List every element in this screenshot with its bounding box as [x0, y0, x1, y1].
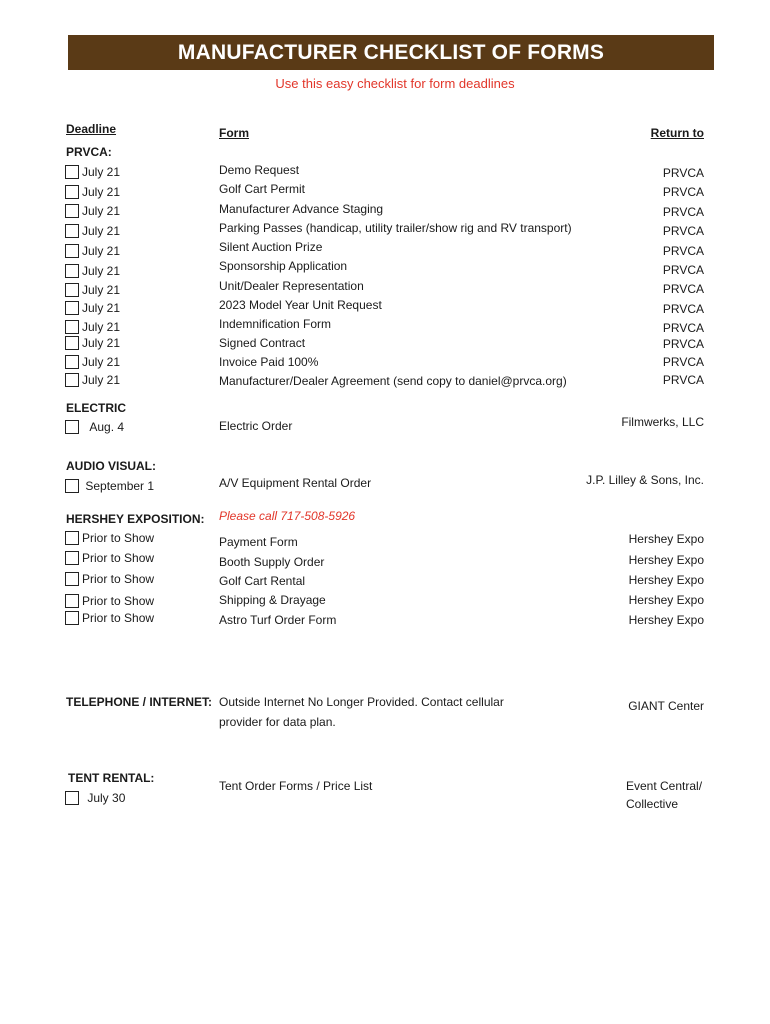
- deadline-text: July 21: [82, 372, 121, 387]
- section-prvca-label: PRVCA:: [66, 145, 112, 159]
- checkbox[interactable]: [65, 224, 79, 238]
- checklist-item: [65, 592, 154, 610]
- deadline-text: July 21: [82, 164, 121, 179]
- section-electric-label: ELECTRIC: [66, 401, 126, 415]
- return-to: PRVCA: [662, 337, 704, 351]
- checklist-item: [65, 418, 124, 436]
- form-name: Invoice Paid 100%: [219, 355, 319, 369]
- deadline-text: July 21: [82, 263, 121, 278]
- section-telephone-label: TELEPHONE / INTERNET:: [66, 695, 213, 709]
- checklist-item: [65, 299, 120, 317]
- checklist-item: [65, 529, 154, 547]
- return-to: Hershey Expo: [628, 532, 704, 546]
- form-name: 2023 Model Year Unit Request: [219, 298, 382, 312]
- checkbox[interactable]: [65, 244, 79, 258]
- checklist-item: [65, 281, 120, 299]
- form-name: A/V Equipment Rental Order: [219, 476, 372, 490]
- form-name: Manufacturer/Dealer Agreement (send copy to daniel@prvca.org): [219, 374, 567, 388]
- checkbox[interactable]: [65, 594, 79, 608]
- checkbox[interactable]: [65, 301, 79, 315]
- deadline-text: Prior to Show: [82, 550, 155, 565]
- deadline-text: July 21: [82, 282, 121, 297]
- deadline-text: Prior to Show: [82, 530, 155, 545]
- form-line: provider for data plan.: [219, 715, 336, 729]
- return-to: PRVCA: [662, 282, 704, 296]
- page-subtitle: Use this easy checklist for form deadlines: [275, 76, 515, 91]
- phone-note: Please call 717-508-5926: [219, 509, 356, 523]
- form-name: Parking Passes (handicap, utility trailer/show rig and RV transport): [219, 221, 572, 235]
- form-name: Silent Auction Prize: [219, 240, 323, 254]
- checkbox[interactable]: [65, 355, 79, 369]
- checklist-item: [65, 570, 154, 588]
- form-name: Signed Contract: [219, 336, 306, 350]
- form-name: Sponsorship Application: [219, 259, 348, 273]
- checkbox[interactable]: [65, 479, 79, 493]
- return-to: PRVCA: [662, 224, 704, 238]
- deadline-text: July 21: [82, 354, 121, 369]
- return-to: Hershey Expo: [628, 553, 704, 567]
- form-name: Indemnification Form: [219, 317, 332, 331]
- form-name: Tent Order Forms / Price List: [219, 779, 373, 793]
- return-line: Collective: [626, 797, 679, 811]
- deadline-text: July 30: [87, 790, 126, 805]
- deadline-text: July 21: [82, 335, 121, 350]
- form-header: Form: [219, 126, 249, 140]
- return-to: Hershey Expo: [628, 573, 704, 587]
- checkbox[interactable]: [65, 204, 79, 218]
- section-audio-visual-label: AUDIO VISUAL:: [66, 459, 156, 473]
- checkbox[interactable]: [65, 611, 79, 625]
- checklist-item: [65, 353, 120, 371]
- return-to: PRVCA: [662, 185, 704, 199]
- page-title: MANUFACTURER CHECKLIST OF FORMS: [68, 35, 714, 70]
- return-to: Filmwerks, LLC: [621, 415, 704, 429]
- return-to-header: Return to: [650, 126, 704, 140]
- form-name: Shipping & Drayage: [219, 593, 326, 607]
- checklist-item: [65, 477, 154, 495]
- checklist-item: [65, 242, 120, 260]
- checkbox[interactable]: [65, 185, 79, 199]
- checkbox[interactable]: [65, 791, 79, 805]
- checkbox[interactable]: [65, 320, 79, 334]
- return-to: PRVCA: [662, 205, 704, 219]
- form-name: Golf Cart Permit: [219, 182, 306, 196]
- checkbox[interactable]: [65, 264, 79, 278]
- return-to: PRVCA: [662, 355, 704, 369]
- return-to: PRVCA: [662, 373, 704, 387]
- checklist-item: [65, 789, 125, 807]
- form-name: [219, 692, 504, 732]
- form-name: Demo Request: [219, 163, 300, 177]
- checklist-item: [65, 334, 120, 352]
- form-name: Electric Order: [219, 419, 293, 433]
- deadline-text: July 21: [82, 223, 121, 238]
- return-to: PRVCA: [662, 244, 704, 258]
- return-to: PRVCA: [662, 321, 704, 335]
- deadline-text: July 21: [82, 300, 121, 315]
- form-name: Booth Supply Order: [219, 555, 325, 569]
- deadline-text: September 1: [85, 478, 155, 493]
- return-to: Hershey Expo: [628, 593, 704, 607]
- checkbox[interactable]: [65, 572, 79, 586]
- form-line: Outside Internet No Longer Provided. Contact cellular: [219, 695, 504, 709]
- checklist-item: [65, 371, 120, 389]
- deadline-text: July 21: [82, 184, 121, 199]
- return-to: PRVCA: [662, 263, 704, 277]
- deadline-text: Aug. 4: [89, 419, 125, 434]
- checklist-item: [65, 202, 120, 220]
- checkbox[interactable]: [65, 551, 79, 565]
- form-name: Astro Turf Order Form: [219, 613, 337, 627]
- checklist-item: [65, 609, 154, 627]
- return-to: PRVCA: [662, 166, 704, 180]
- form-name: Unit/Dealer Representation: [219, 279, 364, 293]
- return-to: GIANT Center: [628, 699, 704, 713]
- checkbox[interactable]: [65, 531, 79, 545]
- checkbox[interactable]: [65, 336, 79, 350]
- deadline-text: July 21: [82, 319, 121, 334]
- form-name: Manufacturer Advance Staging: [219, 202, 384, 216]
- deadline-text: July 21: [82, 243, 121, 258]
- checkbox[interactable]: [65, 420, 79, 434]
- checkbox[interactable]: [65, 283, 79, 297]
- return-line: Event Central/: [626, 779, 703, 793]
- checklist-item: [65, 163, 120, 181]
- deadline-header: Deadline: [66, 122, 117, 136]
- checklist-item: [65, 549, 154, 567]
- checklist-item: [65, 183, 120, 201]
- checkbox[interactable]: [65, 165, 79, 179]
- section-hershey-label: HERSHEY EXPOSITION:: [66, 512, 205, 526]
- return-to: [626, 777, 702, 813]
- checklist-item: [65, 262, 120, 280]
- checklist-item: [65, 222, 120, 240]
- return-to: Hershey Expo: [628, 613, 704, 627]
- deadline-text: Prior to Show: [82, 593, 155, 608]
- form-name: Payment Form: [219, 535, 298, 549]
- deadline-text: July 21: [82, 203, 121, 218]
- return-to: J.P. Lilley & Sons, Inc.: [586, 473, 704, 487]
- section-tent-label: TENT RENTAL:: [68, 771, 155, 785]
- form-name: Golf Cart Rental: [219, 574, 306, 588]
- deadline-text: Prior to Show: [82, 571, 155, 586]
- return-to: PRVCA: [662, 302, 704, 316]
- checkbox[interactable]: [65, 373, 79, 387]
- deadline-text: Prior to Show: [82, 610, 155, 625]
